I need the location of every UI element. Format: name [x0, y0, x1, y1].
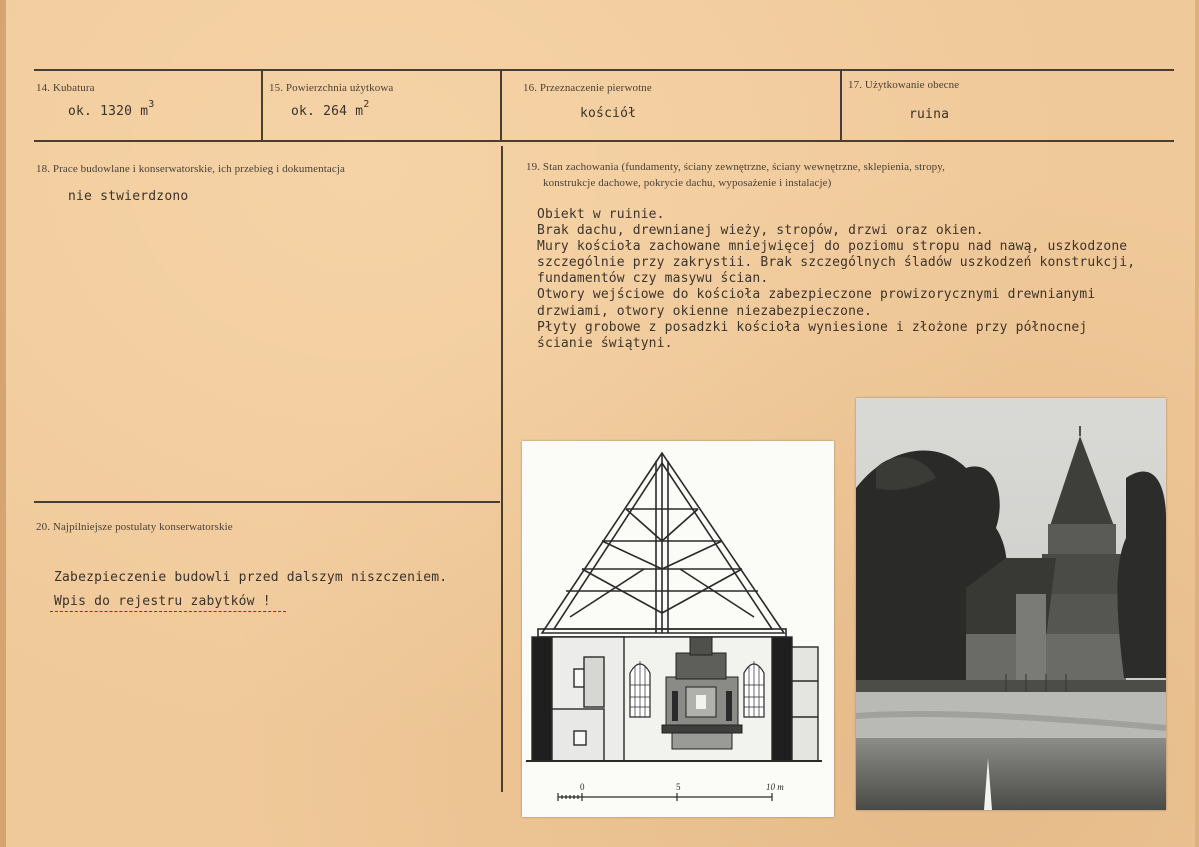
- f14-label: 14. Kubatura: [36, 82, 95, 94]
- f14-value-text: ok. 1320 m: [68, 104, 149, 119]
- f15-value-text: ok. 264 m: [291, 104, 364, 119]
- section20-line2: Wpis do rejestru zabytków !: [54, 594, 271, 609]
- body-divider: [501, 146, 503, 792]
- description-line: Otwory wejściowe do kościoła zabezpieczone prowizorycznymi drewnianymi: [537, 287, 1096, 303]
- description-line: Płyty grobowe z posadzki kościoła wyniesione i złożone przy północnej: [537, 319, 1088, 335]
- section19-label-line1: 19. Stan zachowania (fundamenty, ściany zewnętrzne, ściany wewnętrzne, sklepienia, stropy,: [526, 161, 946, 173]
- description-line: ścianie świątyni.: [537, 335, 673, 351]
- handwritten-underline: [50, 611, 286, 612]
- section20-label: 20. Najpilniejsze postulaty konserwatorskie: [36, 521, 233, 533]
- section18-value: nie stwierdzono: [68, 189, 189, 204]
- section18-label: 18. Prace budowlane i konserwatorskie, ich przebieg i dokumentacja: [36, 163, 345, 175]
- section19-label-line2: konstrukcje dachowe, pokrycie dachu, wyposażenie i instalacje): [543, 177, 832, 189]
- description-line: fundamentów czy masywu ścian.: [537, 271, 769, 287]
- scale-label-10m: 10 m: [766, 782, 784, 792]
- description-line: Brak dachu, drewnianej wieży, stropów, drzwi oraz okien.: [537, 223, 984, 239]
- header-divider-1: [261, 70, 263, 142]
- header-bottom-rule: [34, 140, 1174, 142]
- description-line: Obiekt w ruinie.: [537, 207, 665, 222]
- church-photo-image: [856, 398, 1166, 810]
- section-drawing: [522, 441, 834, 817]
- header-divider-2: [500, 70, 502, 142]
- f15-unit-superscript: 2: [363, 99, 370, 110]
- f17-value: ruina: [909, 107, 950, 122]
- f16-value: kościół: [580, 106, 637, 121]
- scale-label-0: 0: [580, 782, 585, 792]
- f14-value: [68, 99, 155, 119]
- section18-bottom-rule: [34, 501, 500, 503]
- description-line: drzwiami, otwory okienne niezabezpieczone.: [537, 303, 873, 319]
- description-line: szczególnie przy zakrystii. Brak szczególnych śladów uszkodzeń konstrukcji,: [537, 255, 1136, 271]
- section20-line1: Zabezpieczenie budowli przed dalszym niszczeniem.: [54, 570, 448, 585]
- f14-unit-superscript: 3: [148, 99, 155, 110]
- church-cross-section-drawing: [522, 441, 834, 817]
- top-rule: [34, 69, 1174, 71]
- section19-description: [537, 207, 1177, 352]
- f17-label: 17. Użytkowanie obecne: [848, 79, 960, 91]
- f15-label: 15. Powierzchnia użytkowa: [269, 82, 394, 94]
- description-line: Mury kościoła zachowane mniejwięcej do poziomu stropu nad nawą, uszkodzone: [537, 239, 1128, 255]
- church-photograph: [856, 398, 1166, 810]
- header-divider-3: [840, 70, 842, 142]
- scale-label-5: 5: [676, 782, 681, 792]
- f15-value: [291, 99, 370, 119]
- f16-label: 16. Przeznaczenie pierwotne: [523, 82, 652, 94]
